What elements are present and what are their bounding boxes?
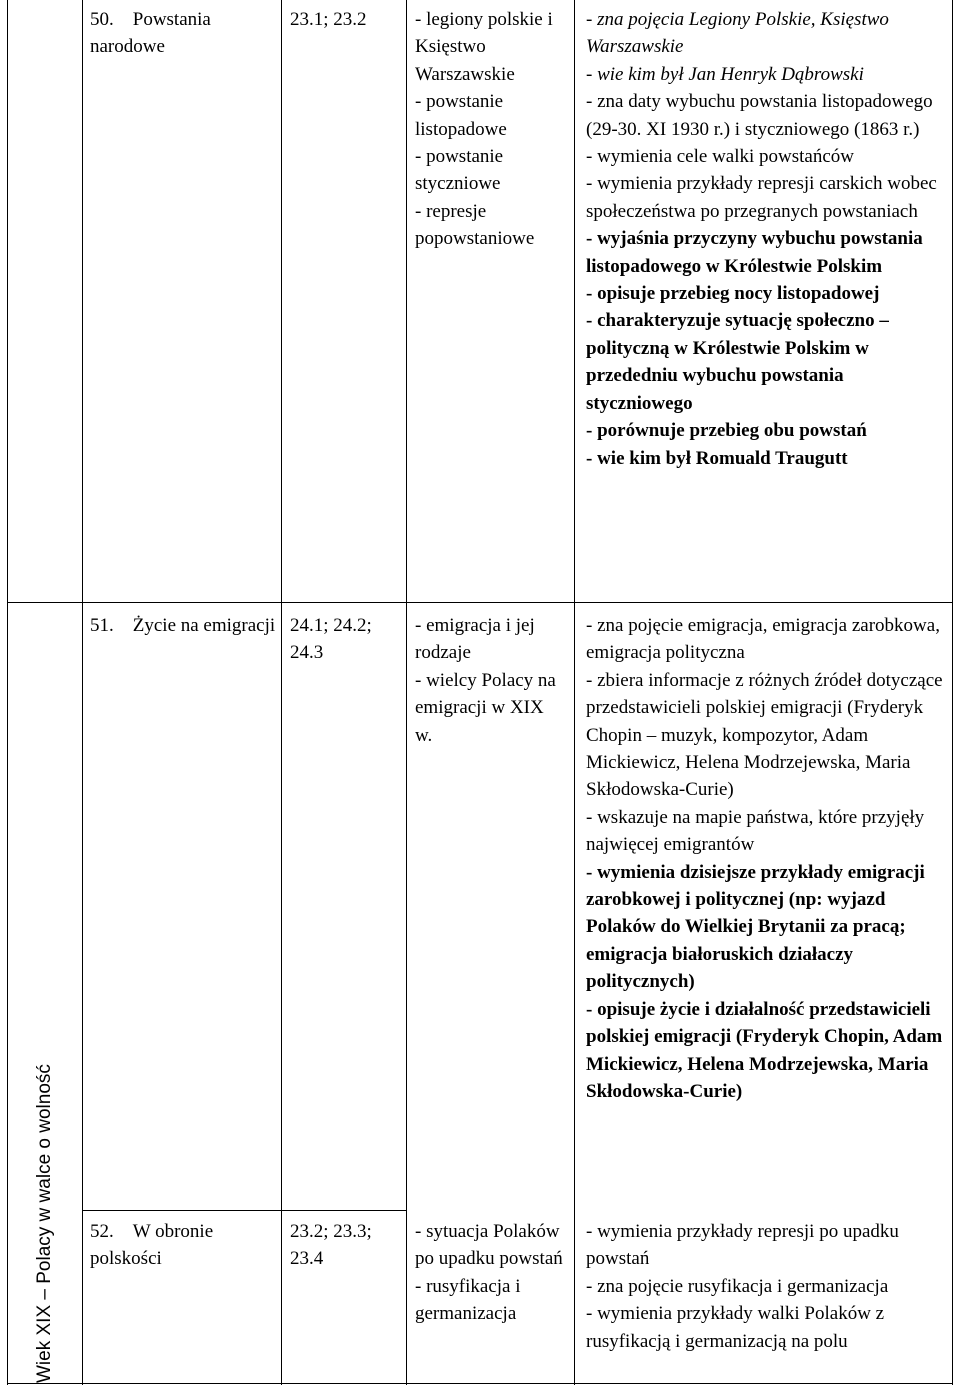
topic-item: - sytuacja Polaków po upadku powstań — [415, 1221, 563, 1270]
requirement-item: - zbiera informacje z różnych źródeł dotyczące przedstawicieli polskiej emigracji (Fryderyk Chopin – muzyk, kompozytor, Adam Mickiewicz, Helena Modrzejewska, Maria Skłodowska-Curie) — [586, 669, 943, 801]
col-divider-1 — [82, 0, 83, 1385]
row-50-requirements-cell — [586, 6, 948, 472]
col-divider-3 — [406, 0, 407, 1385]
row-52-title-cell — [90, 1218, 276, 1273]
row-51-requirements-cell — [586, 612, 948, 1105]
topic-item: - powstanie styczniowe — [415, 146, 504, 195]
row-50-topics-cell — [415, 6, 565, 253]
topic-item: - legiony polskie i Księstwo Warszawskie — [415, 9, 553, 85]
curriculum-ref: 24.1; 24.2; 24.3 — [290, 615, 372, 664]
row-51-topics-cell — [415, 612, 565, 749]
curriculum-ref: 23.2; 23.3; 23.4 — [290, 1221, 372, 1270]
requirement-item: - wskazuje na mapie państwa, które przyjęły najwięcej emigrantów — [586, 806, 925, 856]
row-divider-1 — [7, 602, 953, 603]
requirement-item: - wymienia przykłady represji carskich wobec społeczeństwa po przegranych powstaniach — [586, 173, 937, 222]
col-divider-2 — [281, 0, 282, 1385]
row-52-requirements-cell — [586, 1218, 948, 1355]
requirement-item-extended: - opisuje przebieg nocy listopadowej — [586, 283, 880, 305]
col-divider-4 — [574, 0, 575, 1385]
requirement-item: - zna pojęcie emigracja, emigracja zarobkowa, emigracja polityczna — [586, 615, 940, 664]
row-51-ref-cell — [290, 612, 402, 667]
curriculum-ref: 23.1; 23.2 — [290, 9, 367, 30]
requirement-item-extended: - wie kim był Romuald Traugutt — [586, 447, 848, 469]
requirement-item: - zna daty wybuchu powstania listopadowego (29-30. XI 1930 r.) i styczniowego (1863 r.) — [586, 91, 933, 140]
topic-item: - powstanie listopadowe — [415, 91, 507, 140]
requirement-item: - zna pojęcia Legiony Polskie, Księstwo Warszawskie — [586, 9, 889, 58]
requirement-item-extended: - wymienia dzisiejsze przykłady emigracji zarobkowej i politycznej (np: wyjazd Polaków do Wielkiej Brytanii za pracą; emigracja białoruskich działaczy politycznych) — [586, 861, 925, 993]
requirement-item-extended: - charakteryzuje sytuację społeczno – polityczną w Królestwie Polskim w przededniu wybuchu powstania styczniowego — [586, 310, 889, 414]
lesson-number: 50. — [90, 9, 114, 30]
row-50-title-cell — [90, 6, 276, 61]
row-52-ref-cell — [290, 1218, 402, 1273]
row-52-topics-cell — [415, 1218, 565, 1328]
topic-item: - rusyfikacja i germanizacja — [415, 1275, 521, 1325]
requirement-item: - wymienia cele walki powstańców — [586, 146, 855, 168]
row-50-ref-cell — [290, 6, 402, 33]
lesson-number: 52. — [90, 1221, 114, 1242]
requirement-item: - wie kim był Jan Henryk Dąbrowski — [586, 63, 864, 85]
row-divider-2 — [82, 1210, 406, 1211]
lesson-number: 51. — [90, 615, 114, 636]
section-label: Wiek XIX – Polacy w walce o wolność — [34, 1064, 55, 1383]
table-border-right — [952, 0, 953, 1385]
topic-item: - represje popowstaniowe — [415, 200, 535, 250]
requirement-item: - wymienia przykłady represji po upadku powstań — [586, 1221, 899, 1270]
requirement-item-extended: - porównuje przebieg obu powstań — [586, 420, 867, 442]
topic-item: - wielcy Polacy na emigracji w XIX w. — [415, 669, 556, 746]
topic-item: - emigracja i jej rodzaje — [415, 615, 535, 664]
row-51-title-cell — [90, 612, 276, 639]
requirement-item-extended: - wyjaśnia przyczyny wybuchu powstania listopadowego w Królestwie Polskim — [586, 228, 923, 277]
requirement-item-extended: - opisuje życie i działalność przedstawicieli polskiej emigracji (Fryderyk Chopin, Adam Mickiewicz, Helena Modrzejewska, Maria Skłodowska-Curie) — [586, 998, 943, 1102]
requirement-item: - zna pojęcie rusyfikacja i germanizacja — [586, 1275, 889, 1297]
section-label-cell — [6, 600, 56, 1383]
table-border-bottom — [7, 1383, 953, 1384]
lesson-title: W obronie polskości — [90, 1221, 214, 1270]
lesson-title: Powstania narodowe — [90, 9, 211, 58]
requirement-item: - wymienia przykłady walki Polaków z rusyfikacją i germanizacją na polu — [586, 1303, 885, 1352]
lesson-title: Życie na emigracji — [132, 615, 276, 636]
